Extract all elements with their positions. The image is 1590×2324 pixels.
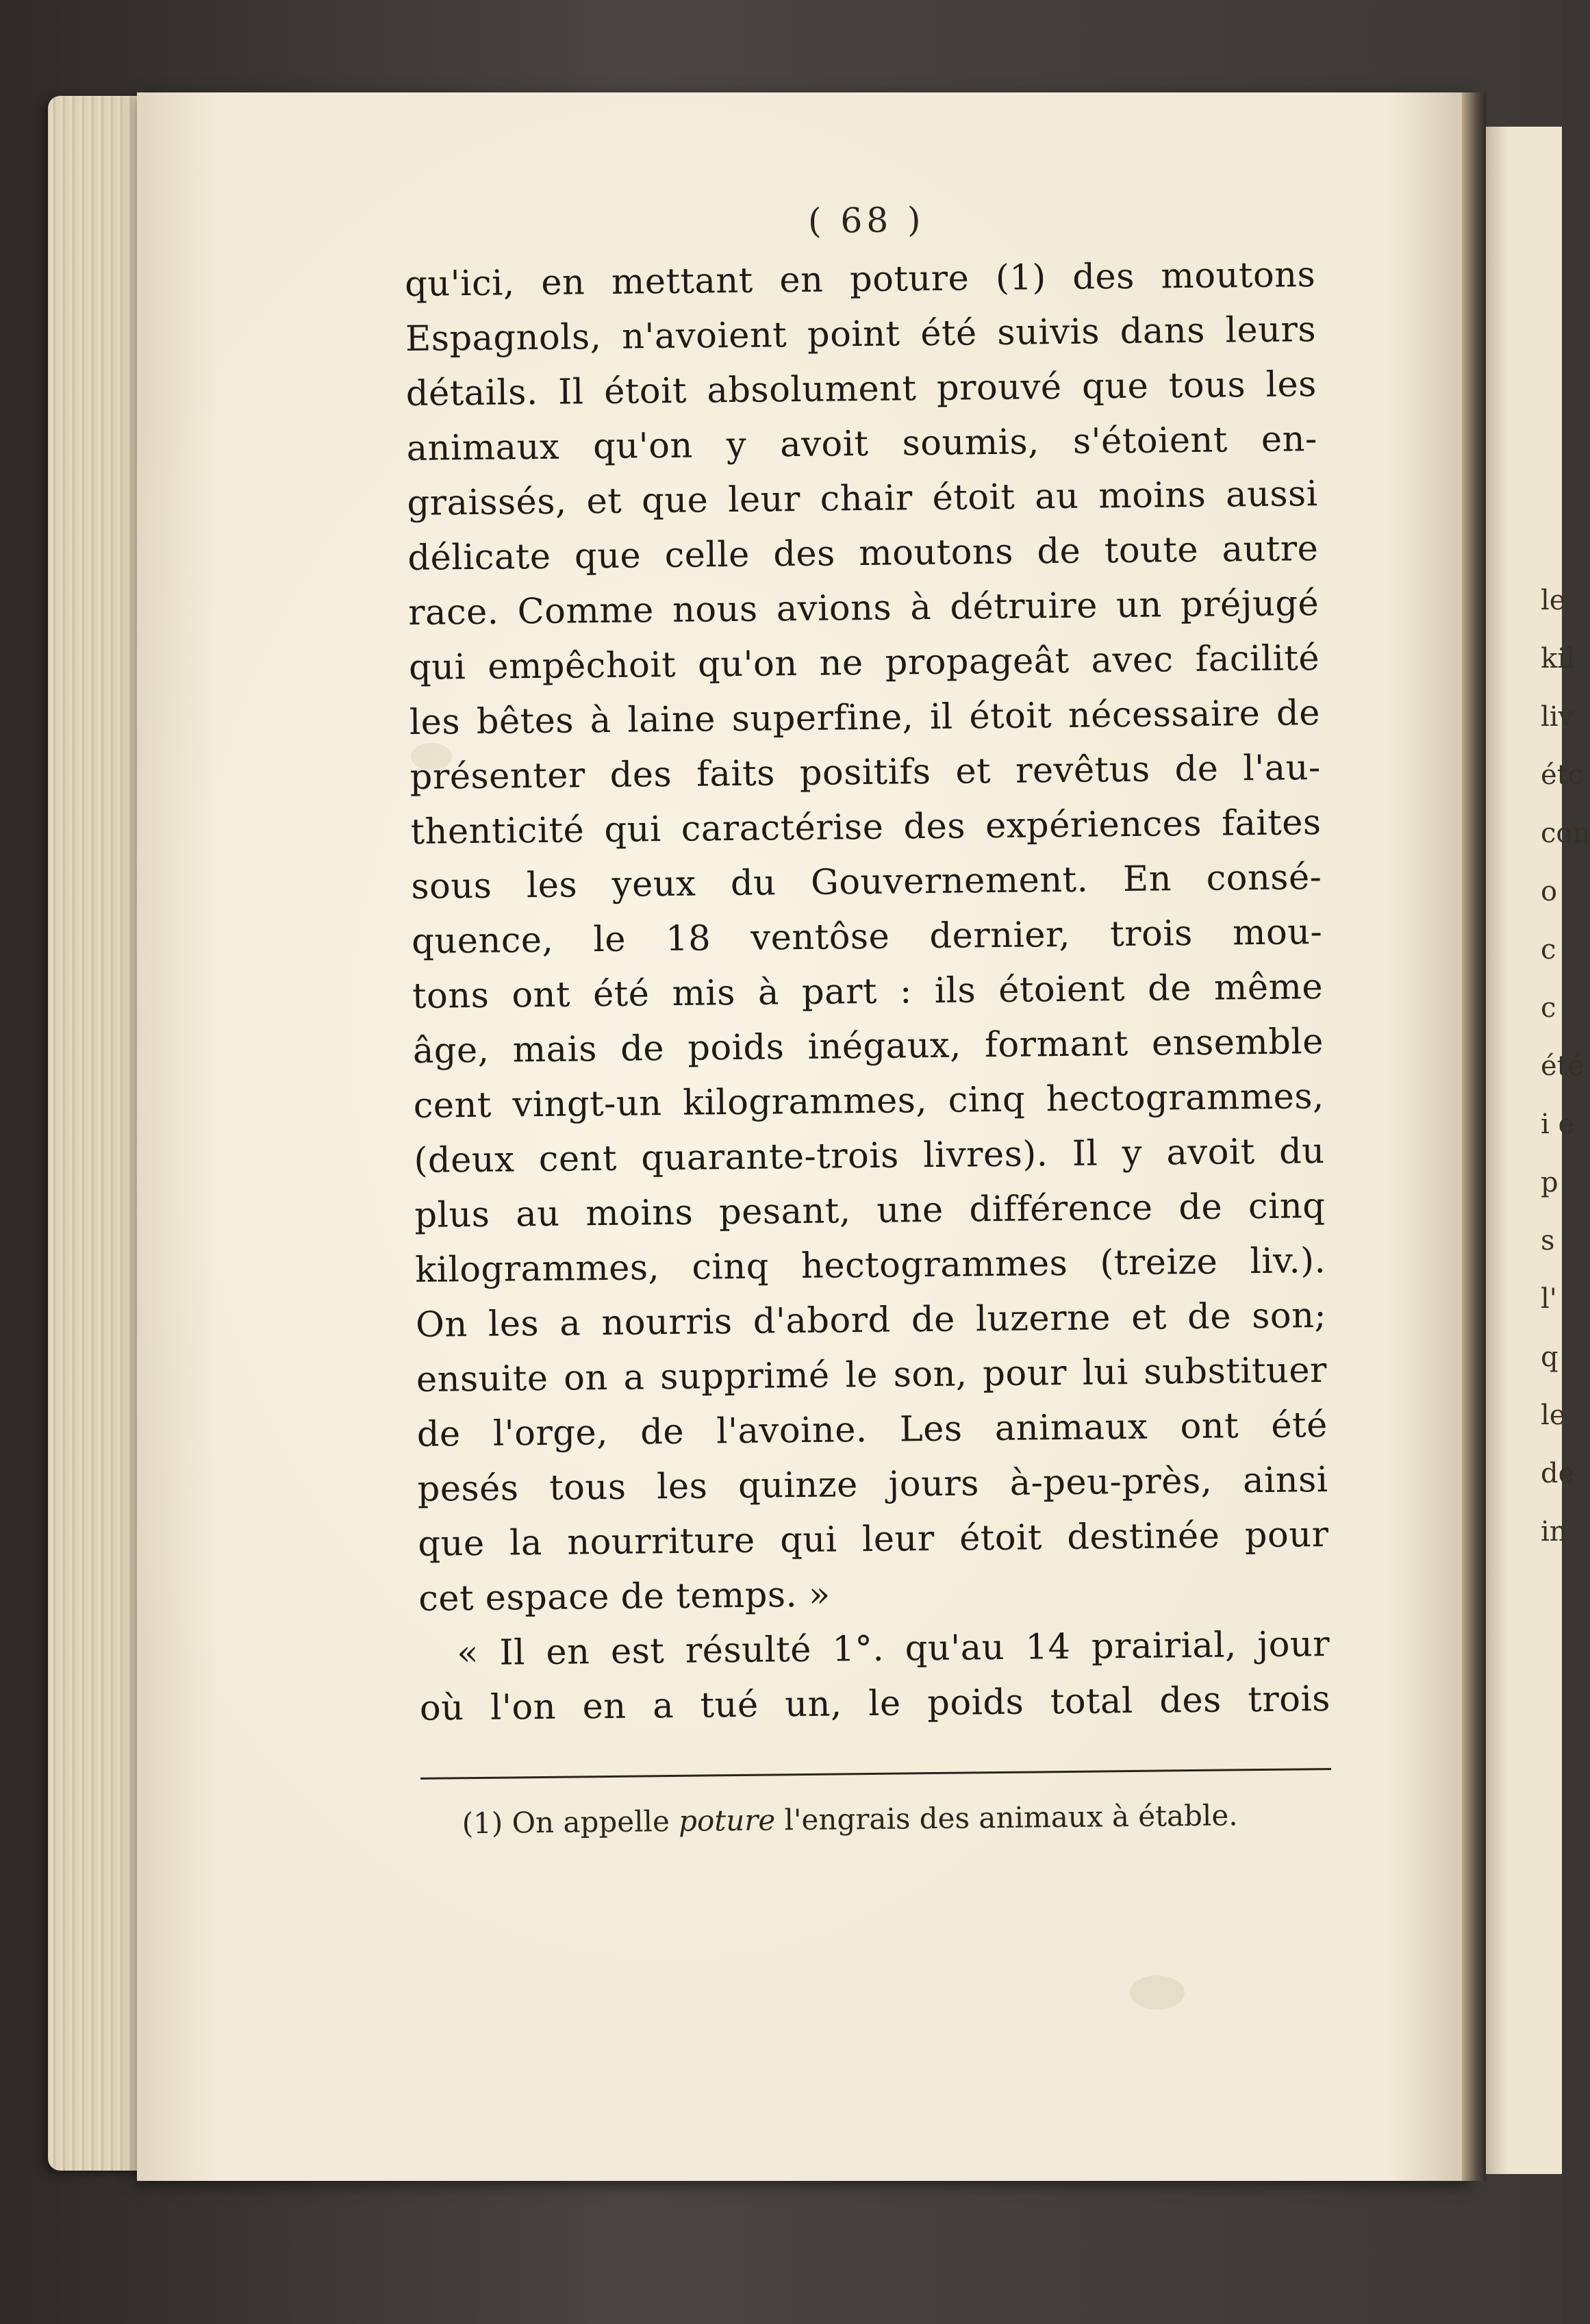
text-line: « Il en est résulté 1°. qu'au 14 prairial, jour bbox=[456, 1624, 1330, 1674]
text-line: tons ont été mis à part : ils étoient de même bbox=[412, 967, 1324, 1017]
text-line: (deux cent quarante-trois livres). Il y avoit du bbox=[414, 1131, 1325, 1181]
text-line: graissés, et que leur chair étoit au moins aussi bbox=[407, 474, 1318, 524]
footnote-marker: (1) bbox=[462, 1806, 512, 1841]
facing-page-edge bbox=[1479, 127, 1590, 2174]
fragment: o bbox=[1541, 876, 1558, 907]
fragment: le bbox=[1541, 1400, 1566, 1431]
text-line: animaux qu'on y avoit soumis, s'étoient en- bbox=[406, 419, 1317, 469]
fragment: c bbox=[1541, 992, 1556, 1024]
footnote-rule bbox=[420, 1768, 1331, 1780]
fragment: l' bbox=[1541, 1283, 1557, 1315]
text-line: où l'on en a tué un, le poids total des trois bbox=[419, 1678, 1331, 1729]
fragment: q bbox=[1541, 1341, 1559, 1373]
footnote-italic-term: poture bbox=[678, 1803, 785, 1838]
page-number: ( 68 ) bbox=[807, 200, 925, 241]
text-line: cent vingt-un kilogrammes, cinq hectogrammes, bbox=[413, 1076, 1325, 1126]
text-line: race. Comme nous avions à détruire un préjugé bbox=[407, 583, 1320, 633]
text-line: de l'orge, de l'avoine. Les animaux ont été bbox=[416, 1404, 1328, 1455]
fragment: kil bbox=[1541, 643, 1575, 674]
footnote-text-after: l'engrais des animaux à étable. bbox=[784, 1798, 1238, 1837]
fragment: le bbox=[1541, 585, 1566, 616]
body-text bbox=[405, 248, 1331, 1736]
fragment: étc bbox=[1541, 759, 1584, 791]
facing-page-fragments bbox=[1541, 572, 1590, 1561]
text-line: plus au moins pesant, une différence de cinq bbox=[414, 1185, 1326, 1236]
fragment: liv bbox=[1541, 701, 1574, 733]
fragment: c bbox=[1541, 934, 1556, 965]
fragment: de bbox=[1541, 1458, 1575, 1489]
footnote-text-before: On appelle bbox=[512, 1804, 679, 1840]
book-gutter bbox=[1462, 92, 1486, 2181]
text-line: sous les yeux du Gouvernement. En consé- bbox=[411, 857, 1322, 907]
fragment: in bbox=[1541, 1516, 1567, 1548]
fragment: i e bbox=[1541, 1109, 1575, 1140]
text-line: kilogrammes, cinq hectogrammes (treize liv.). bbox=[414, 1240, 1326, 1291]
text-line: qu'ici, en mettant en poture (1) des moutons bbox=[404, 255, 1316, 305]
text-line: thenticité qui caractérise des expériences faites bbox=[410, 803, 1322, 852]
fragment: été bbox=[1541, 1050, 1585, 1082]
text-line: Espagnols, n'avoient point été suivis dans leurs bbox=[405, 310, 1317, 359]
text-line: cet espace de temps. » bbox=[418, 1574, 831, 1619]
text-line: qui empêchoit qu'on ne propageât avec facilité bbox=[408, 638, 1320, 688]
text-line: que la nourriture qui leur étoit destinée pour bbox=[418, 1514, 1329, 1565]
page-text-block bbox=[404, 196, 1332, 1841]
fragment: con bbox=[1541, 818, 1590, 849]
text-line: On les a nourris d'abord de luzerne et de son; bbox=[415, 1295, 1327, 1346]
text-line: présenter des faits positifs et revêtus de l'au- bbox=[409, 748, 1321, 798]
fragment: p bbox=[1541, 1167, 1559, 1198]
text-line: pesés tous les quinze jours à-peu-près, ainsi bbox=[417, 1459, 1328, 1510]
text-line: les bêtes à laine superfine, il étoit nécessaire de bbox=[409, 693, 1321, 743]
text-line: délicate que celle des moutons de toute autre bbox=[407, 529, 1319, 579]
text-line: ensuite on a supprimé le son, pour lui substituer bbox=[416, 1350, 1328, 1400]
fragment: s bbox=[1541, 1225, 1555, 1256]
paper-stain bbox=[1130, 1975, 1185, 2010]
text-line: quence, le 18 ventôse dernier, trois mou- bbox=[411, 912, 1323, 962]
text-line: détails. Il étoit absolument prouvé que tous les bbox=[405, 364, 1317, 414]
text-line: âge, mais de poids inégaux, formant ensemble bbox=[412, 1022, 1324, 1072]
